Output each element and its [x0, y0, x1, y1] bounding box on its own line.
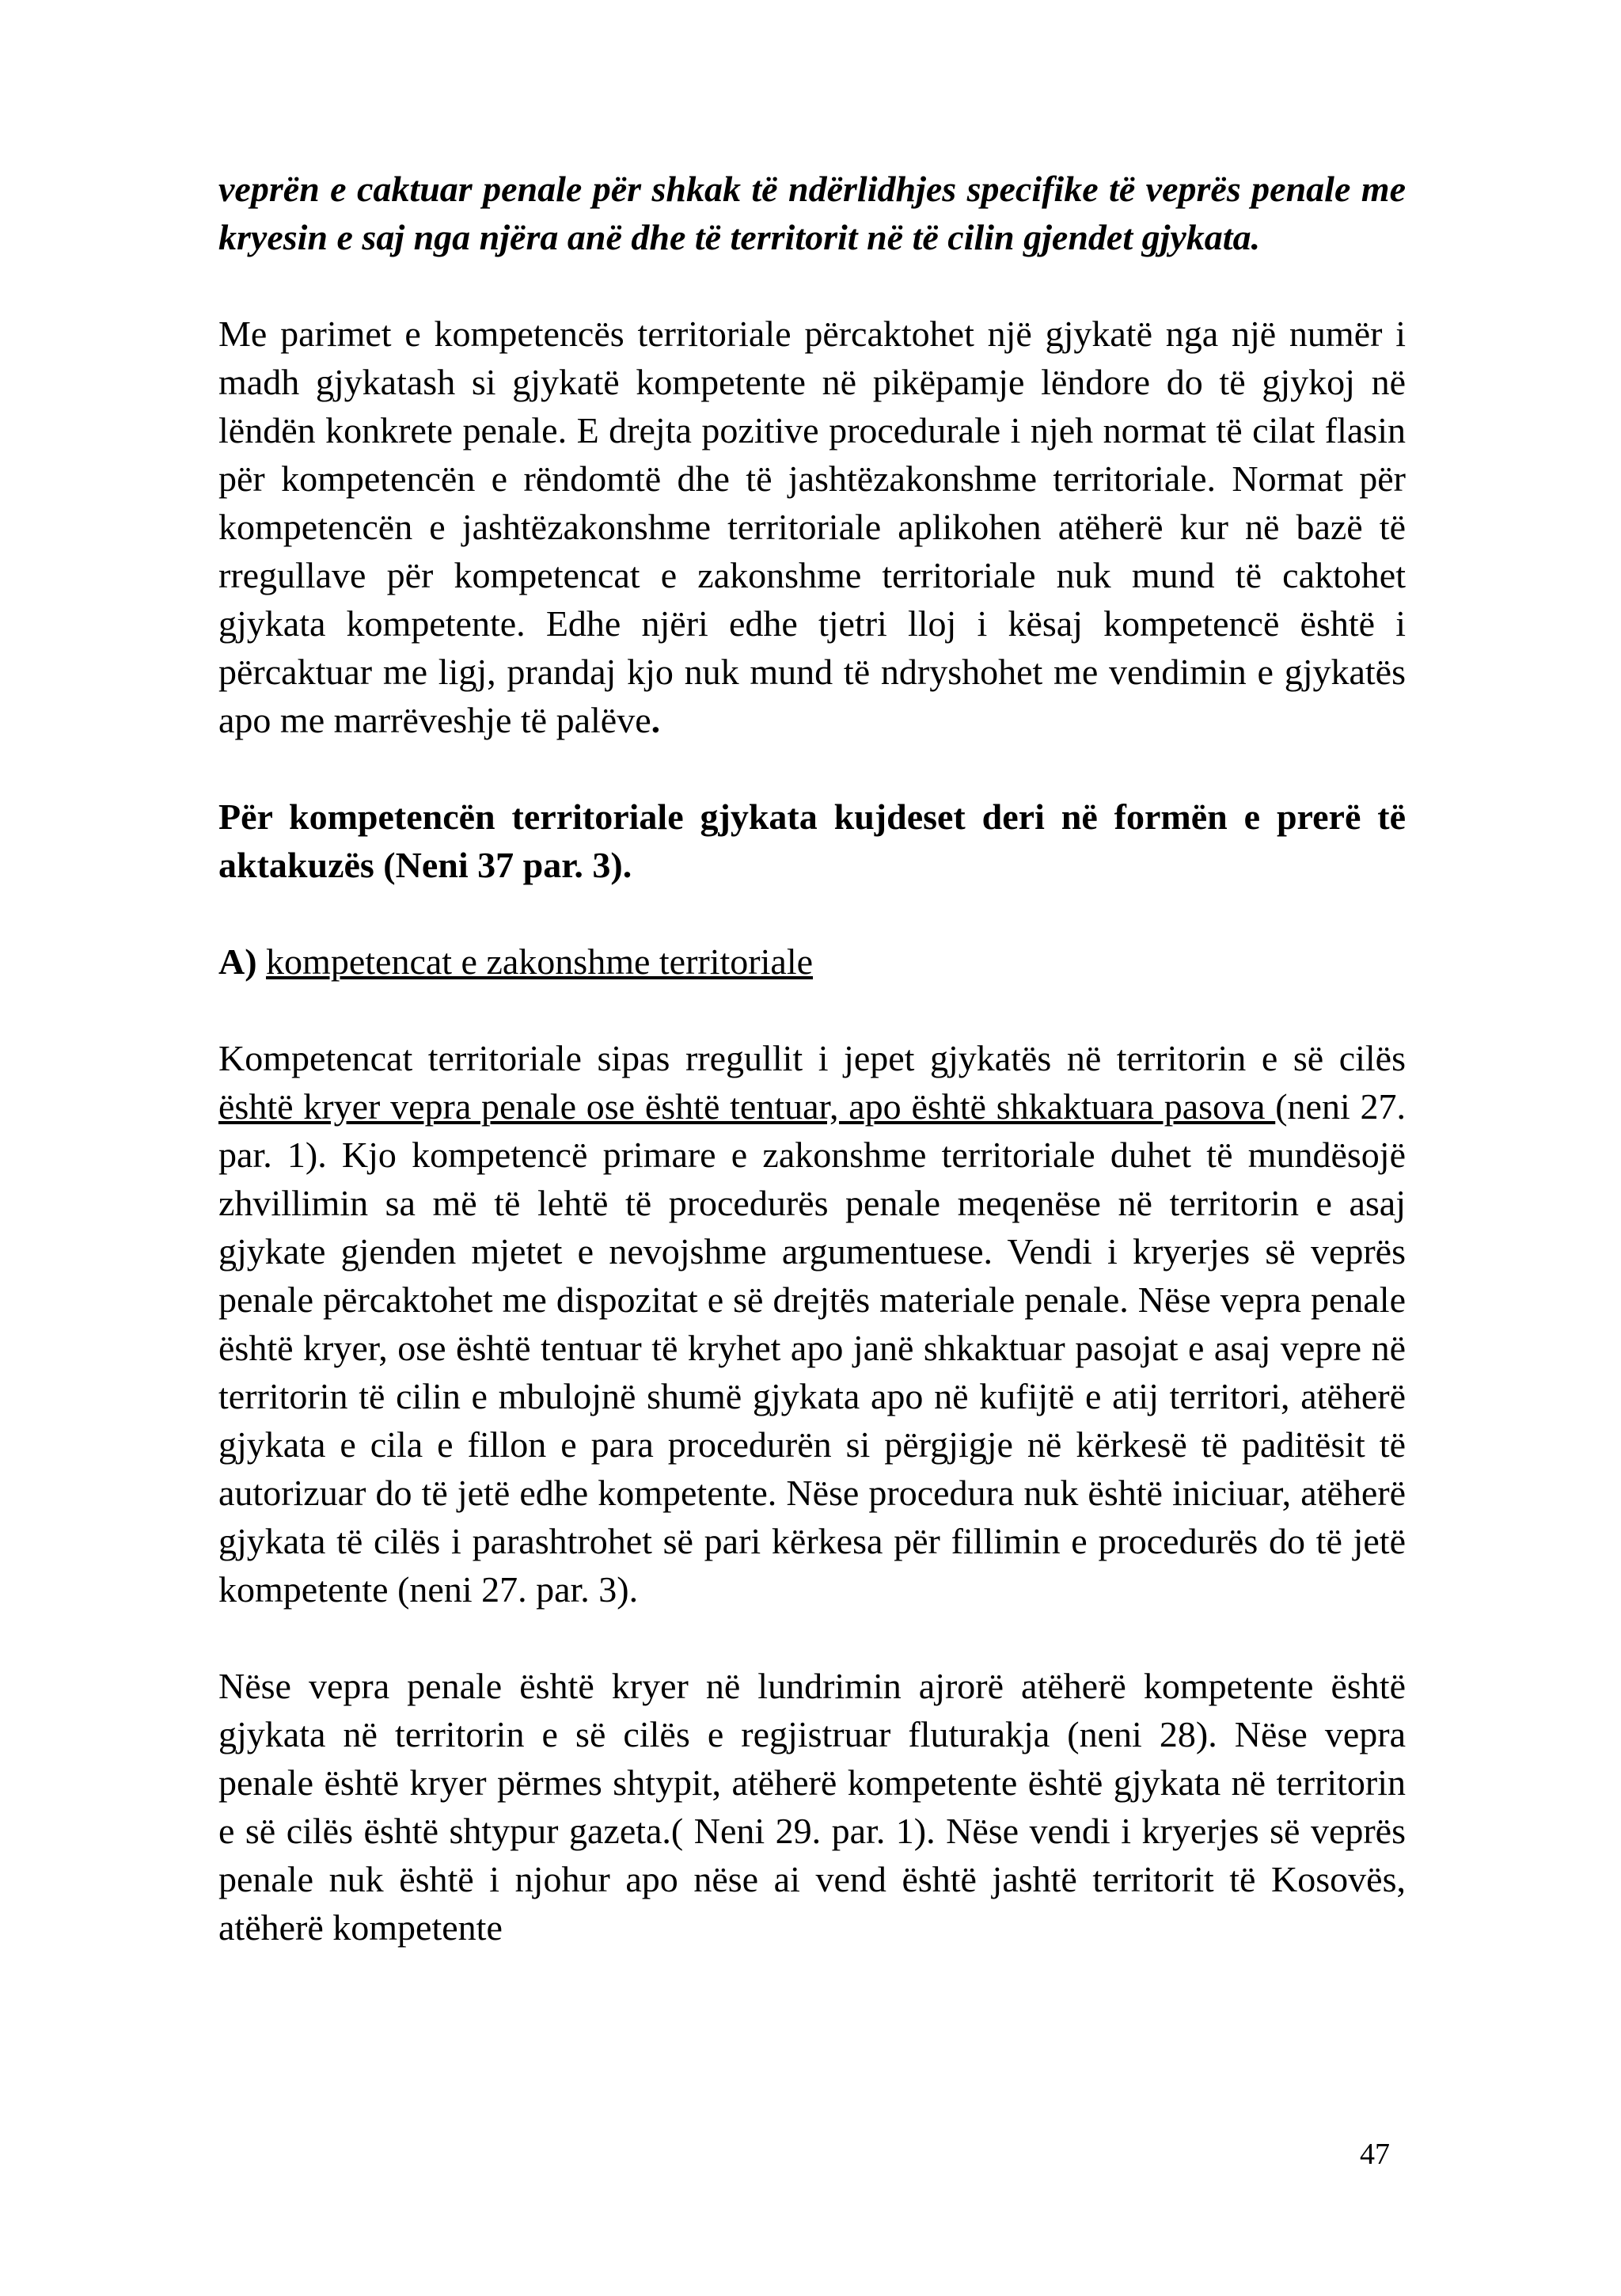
bold-rule-paragraph: Për kompetencën territoriale gjykata kujdeset deri në formën e prerë të aktakuzës (Neni 37 par. 3). [218, 796, 1406, 885]
section-title: kompetencat e zakonshme territoriale [266, 941, 814, 982]
ordinary-competence-start: Kompetencat territoriale sipas rregullit i jepet gjykatës në territorin e së cilës [218, 1038, 1406, 1078]
territorial-competence-end-mark: . [651, 700, 661, 740]
aviation-press-paragraph: Nëse vepra penale është kryer në lundrimin ajrorë atëherë kompetente është gjykata në territorin e së cilës e regjistruar fluturakja (neni 28). Nëse vepra penale është kryer përmes shtypit, atëherë kompetente është gjykata në territorin e së cilës është shtypur gazeta.( Neni 29. par. 1). Nëse vendi i kryerjes së veprës penale nuk është i njohur apo nëse ai vend është jashtë territorit të Kosovës, atëherë kompetente [218, 1666, 1406, 1948]
territorial-competence-paragraph [218, 310, 1406, 744]
intro-italic-paragraph: veprën e caktuar penale për shkak të ndërlidhjes specifike të veprës penale me kryesin e saj nga njëra anë dhe të territorit në të cilin gjendet gjykata. [218, 169, 1406, 257]
ordinary-competence-paragraph [218, 1034, 1406, 1614]
territorial-competence-text: Me parimet e kompetencës territoriale përcaktohet një gjykatë nga një numër i madh gjykatash si gjykatë kompetente në pikëpamje lëndore do të gjykoj në lëndën konkrete penale. E drejta pozitive procedurale i njeh normat të cilat flasin për kompetencën e rëndomtë dhe të jashtëzakonshme territoriale. Normat për kompetencën e jashtëzakonshme territoriale aplikohen atëherë kur në bazë të rregullave për kompetencat e zakonshme territoriale nuk mund të caktohet gjykata kompetente. Edhe njëri edhe tjetri lloj i kësaj kompetencë është i përcaktuar me ligj, prandaj kjo nuk mund të ndryshohet me vendimin e gjykatës apo me marrëveshje të palëve [218, 314, 1406, 740]
page-number: 47 [1360, 2138, 1390, 2171]
ordinary-competence-underlined: është kryer vepra penale ose është tentuar, apo është shkaktuara pasova [218, 1086, 1276, 1127]
ordinary-competence-rest: (neni 27. par. 1). Kjo kompetencë primare e zakonshme territoriale duhet të mundësojë zhvillimin sa më të lehtë të procedurës penale meqenëse në territorin e asaj gjykate gjenden mjetet e nevojshme argumentuese. Vendi i kryerjes së veprës penale përcaktohet me dispozitat e së drejtës materiale penale. Nëse vepra penale është kryer, ose është tentuar të kryhet apo janë shkaktuar pasojat e asaj vepre në territorin të cilin e mbulojnë shumë gjykata apo në kufijtë e atij territori, atëherë gjykata e cila e fillon e para procedurën si përgjigje në kërkesë të paditësit të autorizuar do të jetë edhe kompetente. Nëse procedura nuk është iniciuar, atëherë gjykata të cilës i parashtrohet së pari kërkesa për fillimin e procedurës do të jetë kompetente (neni 27. par. 3). [218, 1086, 1406, 1610]
section-label: A) [218, 941, 257, 982]
section-heading-a [218, 937, 1406, 986]
document-body [218, 165, 1406, 1952]
